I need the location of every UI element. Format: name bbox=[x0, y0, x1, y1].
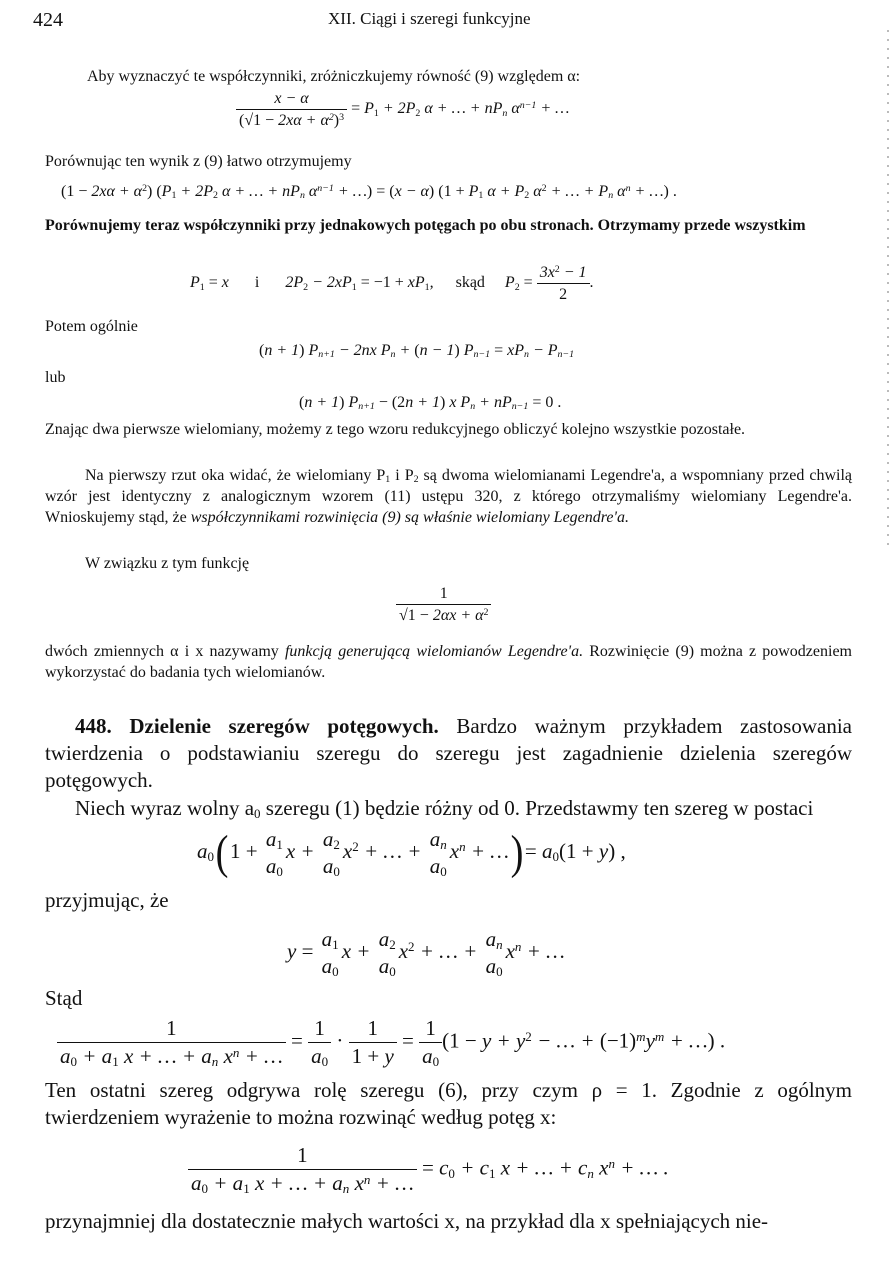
paragraph-legendre: Na pierwszy rzut oka widać, że wielomiany $P_1$ i $P_2$ są dwoma wielomianami Legendre'a, a wspomniany przed chwilą wzór jest identyczny z analogicznym wzorem (11) ustępu 320, z którego otrzymaliśmy wielomiany Legendre'a. Wnioskujemy stąd, że współczynnikami rozwinięcia (9) są właśnie wielomiany Legendre'a. bbox=[45, 467, 853, 526]
paragraph-assuming: przyjmując, że bbox=[45, 888, 169, 912]
paragraph-intro: Aby wyznaczyć te współczynniki, zróżniczkujemy równość (9) względem α: bbox=[87, 68, 581, 85]
paragraph-series-role: Ten ostatni szereg odgrywa rolę szeregu (6), przy czym ρ = 1. Zgodnie z ogólnym twierdzeniem wyrażenie to można rozwinąć według potęg x: bbox=[45, 1078, 852, 1129]
paragraph-generating: dwóch zmiennych α i x nazywamy funkcją generującą wielomianów Legendre'a. Rozwinięcie (9) można z powodzeniem wykorzystać do badania tych wielomianów. bbox=[45, 643, 852, 681]
equation-product: $(1 - 2x\alpha + \alpha^2)$ ($P_1 + 2P_2$ α + … + $nP_n$ $\alpha^{n-1}$ + …) = (x − α) ($1 + P_1$ $\alpha + P_2$ $\alpha^2$ + … + $P_n$ $\alpha^n$ + …) . bbox=[61, 183, 677, 202]
section-448: 448. Dzielenie szeregów potęgowych. Bardzo ważnym przykładem zastosowania twierdzenia o podstawianiu szeregu do szeregu jest zagadnienie dzielenia szeregów potęgowych. bbox=[45, 714, 852, 792]
equation-recurrence-1: (n + 1) $P_{n+1} - 2nx$ $P_n + (n - 1) P_{n-1} = xP_n - P_{n-1}$ bbox=[259, 342, 575, 361]
section-number: 448. bbox=[75, 714, 112, 738]
paragraph-function: W związku z tym funkcję bbox=[85, 555, 250, 572]
scan-edge-marks bbox=[887, 30, 889, 550]
paragraph-coefficients: Porównujemy teraz współczynniki przy jednakowych potęgach po obu stronach. Otrzymamy przede wszystkim bbox=[45, 217, 806, 234]
paragraph-at-least: przynajmniej dla dostatecznie małych wartości x, na przykład dla x spełniających nie- bbox=[45, 1209, 769, 1233]
paragraph-hence: Stąd bbox=[45, 986, 83, 1010]
equation-reciprocal: $\frac{1}{a_0 + a_1 x + \dots + a_n x^n + \dots}$ = $\frac{1}{a_0}$ · $\frac{1}{1 + y}$ = $\frac{1}{a_0}$ ($1 - y + y^2$ − … + $(-1)^my^m$ + …) . bbox=[57, 1015, 725, 1070]
page-number: 424 bbox=[33, 9, 63, 31]
equation-recurrence-2: (n + 1) $P_{n+1} - (2n + 1)$ x $P_n + nP_{n-1} = 0$ . bbox=[299, 394, 562, 413]
equation-series-form: $a_0(1$ + $a_1$ $a_0$ x + $a_2$ $a_0$ $x^2$ + … + $a_n$ $a_0$ $x^n$ + …)= $a_0(1 + y)$ , bbox=[197, 826, 626, 880]
paragraph-reduction: Znając dwa pierwsze wielomiany, możemy z tego wzoru redukcyjnego obliczyć kolejno wszystkie pozostałe. bbox=[45, 421, 746, 438]
section-title: Dzielenie szeregów potęgowych. bbox=[129, 714, 439, 738]
paragraph-comparison: Porównując ten wynik z (9) łatwo otrzymujemy bbox=[45, 153, 352, 170]
paragraph-general: Potem ogólnie bbox=[45, 318, 138, 335]
equation-generating-function: $\frac{1}{√1 - 2\alpha x + \alpha^2}$ bbox=[396, 583, 491, 626]
running-header: XII. Ciągi i szeregi funkcyjne bbox=[328, 9, 531, 28]
equation-first-polynomials: $P_1 = x$ i $2P_2 - 2xP_1 = -1 + xP_1$, skąd $P_2$ = $\frac{3x^2 - 1}{2}$ . bbox=[190, 264, 594, 303]
equation-quotient-series: $\frac{1}{a_0 + a_1 x + \dots + a_n x^n + \dots}$ = $c_0 + c_1$ x + … + $c_n$ $x^n$ + … . bbox=[188, 1142, 669, 1197]
equation-y-definition: y = $a_1$ $a_0$ x + $a_2$ $a_0$ $x^2$ + … + $a_n$ $a_0$ $x^n$ + … bbox=[287, 927, 565, 980]
paragraph-or: lub bbox=[45, 369, 66, 386]
paragraph-constant-term: Niech wyraz wolny $a_0$ szeregu (1) będzie różny od 0. Przedstawmy ten szereg w postaci bbox=[75, 796, 814, 822]
equation-derivative: $\frac{x - \alpha}{(√1 - 2x\alpha + \alpha^2)^3}$ = $P_1 + 2P_2$ α + … + $nP_n$ $\alpha^{n-1}$ + … bbox=[236, 88, 569, 131]
